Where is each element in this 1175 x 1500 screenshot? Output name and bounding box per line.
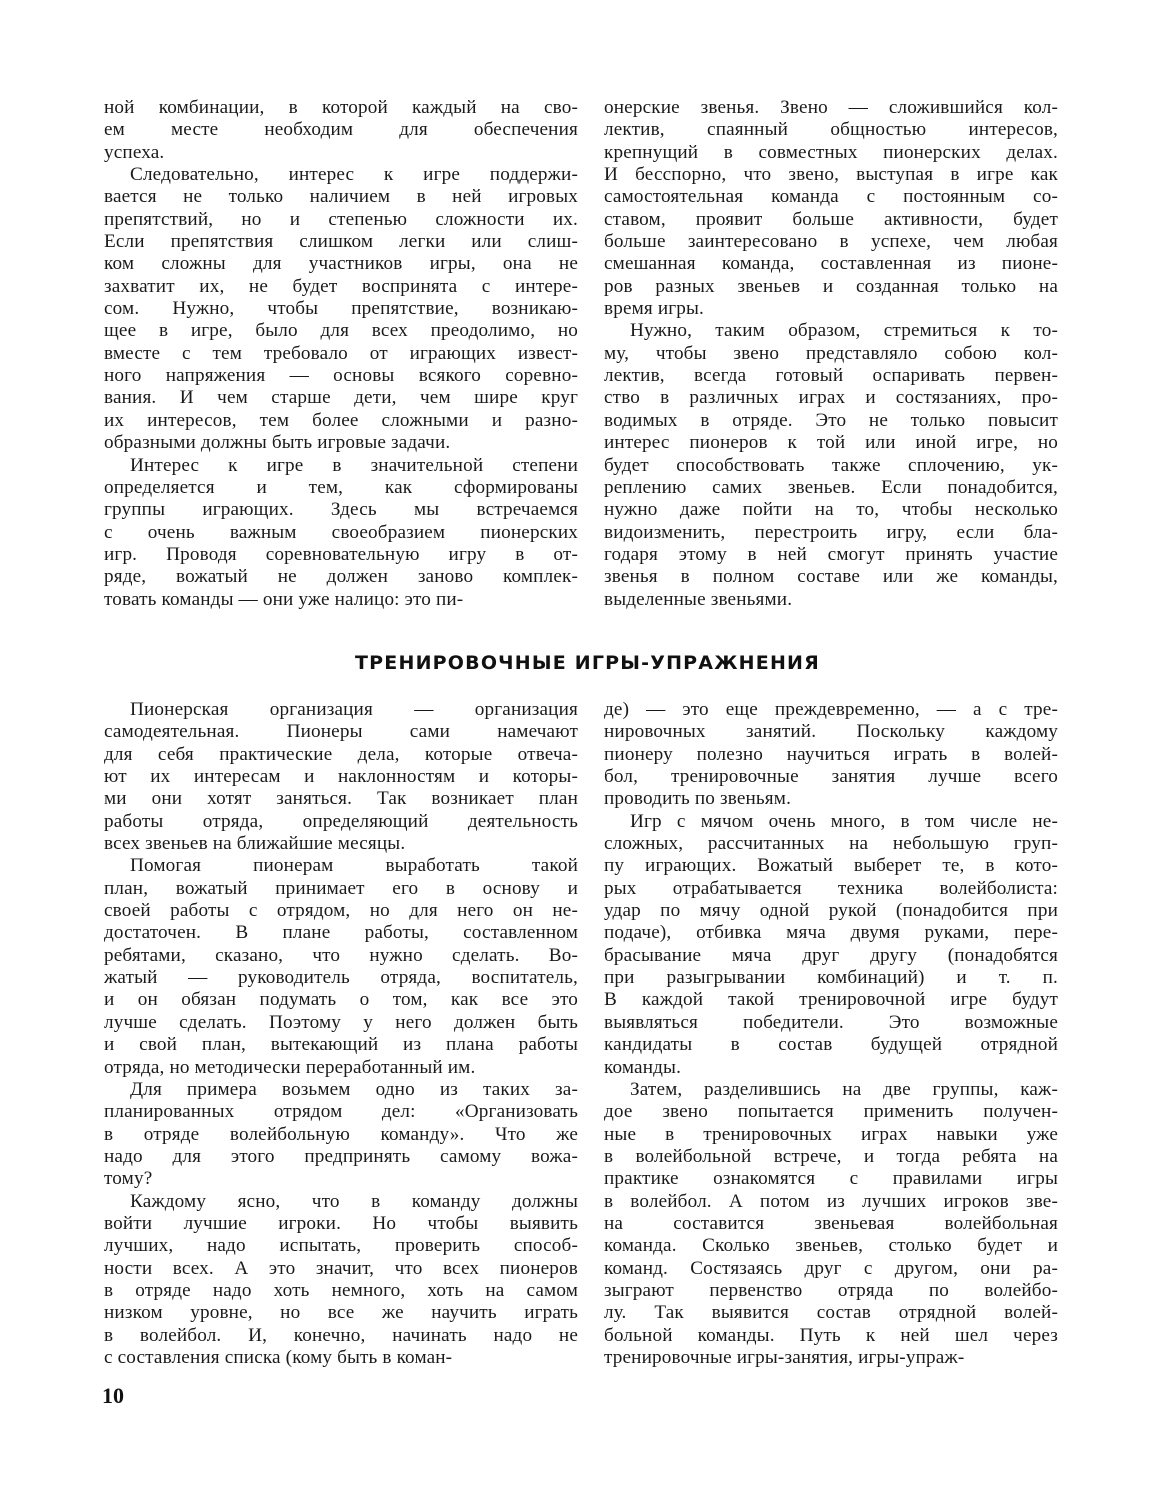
text-line: в волейбол. А потом из лучших игроков зве-: [604, 1190, 1058, 1212]
text-line: рых отрабатывается техника волейболиста:: [604, 877, 1058, 899]
bottom-right-text-column: [604, 699, 1058, 1369]
text-line: практике ознакомятся с правилами игры: [604, 1168, 1058, 1190]
page-number: 10: [102, 1383, 124, 1408]
text-line: ем месте необходим для обеспечения: [104, 119, 578, 141]
text-line: лектив, спаянный общностью интересов,: [604, 119, 1058, 141]
text-line: на составится звеньевая волейбольная: [604, 1212, 1058, 1234]
text-line: в отряде волейбольную команду». Что же: [104, 1123, 578, 1145]
text-line: низком уровне, но все же научить играть: [104, 1302, 578, 1324]
section-heading: ТРЕНИРОВОЧНЫЕ ИГРЫ-УПРАЖНЕНИЯ: [355, 652, 820, 674]
text-line: бол, тренировочные занятия лучше всего: [604, 766, 1058, 788]
text-line: захватит их, не будет воспринята с интере-: [104, 275, 578, 297]
text-line: нужно даже пойти на то, чтобы несколько: [604, 499, 1058, 521]
text-line: при разыгрывании комбинаций) и т. п.: [604, 967, 1058, 989]
text-line: своей работы с отрядом, но для него он не-: [104, 900, 578, 922]
paragraph: [104, 1079, 578, 1191]
paragraph: [604, 811, 1058, 1079]
text-line: вается не только наличием в ней игровых: [104, 186, 578, 208]
text-line: вания. И чем старше дети, чем шире круг: [104, 387, 578, 409]
text-line: удар по мячу одной рукой (понадобится при: [604, 900, 1058, 922]
text-line: брасывание мяча друг другу (понадобятся: [604, 944, 1058, 966]
paragraph: [104, 455, 578, 611]
text-line: в волейбол. И, конечно, начинать надо не: [104, 1324, 578, 1346]
text-line: ного напряжения — основы всякого соревно-: [104, 365, 578, 387]
paragraph: [604, 320, 1058, 610]
text-line: видоизменить, перестроить игру, если бла-: [604, 521, 1058, 543]
text-line: реплению самих звеньев. Если понадобится,: [604, 476, 1058, 498]
text-line: проводить по звеньям.: [604, 788, 792, 810]
text-line: с составления списка (кому быть в коман-: [104, 1346, 453, 1368]
text-line: ком сложны для участников игры, она не: [104, 253, 578, 275]
text-line: ной комбинации, в которой каждый на сво-: [104, 97, 578, 118]
text-line: больше заинтересовано в успехе, чем любая: [604, 231, 1058, 253]
top-right-text-column: [604, 97, 1058, 611]
paragraph: [104, 855, 578, 1078]
text-line: выделенные звеньями.: [604, 588, 793, 610]
text-line: интерес пионеров к той или иной игре, но: [604, 432, 1058, 454]
text-line: ности всех. А это значит, что всех пионеров: [104, 1257, 578, 1279]
paragraph: [604, 1079, 1058, 1369]
text-line: больной команды. Путь к ней шел через: [604, 1324, 1058, 1346]
text-line: зыграют первенство отряда по волейбо-: [604, 1279, 1058, 1301]
paragraph: [104, 1191, 578, 1370]
text-line: игр. Проводя соревновательную игру в от-: [104, 543, 578, 565]
text-line: в отряде надо хоть немного, хоть на самом: [104, 1279, 578, 1301]
text-line: лектив, всегда готовый оспаривать первен-: [604, 365, 1058, 387]
text-line: Если препятствия слишком легки или слиш-: [104, 231, 578, 253]
paragraph: [104, 97, 578, 164]
text-line: пионеру полезно научиться играть в волей-: [604, 743, 1058, 765]
text-line: вместе с тем требовало от играющих извест-: [104, 342, 578, 364]
text-line: и он обязан подумать о том, как все это: [104, 989, 578, 1011]
text-line: лу. Так выявится состав отрядной волей-: [604, 1302, 1058, 1324]
text-line: будет способствовать также сплочению, ук-: [604, 454, 1058, 476]
bottom-left-text-column: [104, 699, 578, 1369]
paragraph: [104, 164, 578, 454]
text-line: водимых в отряде. Это не только повысит: [604, 409, 1058, 431]
text-line: ми они хотят заняться. Так возникает план: [104, 788, 578, 810]
text-line: крепнущий в совместных пионерских делах.: [604, 141, 1058, 163]
text-line: ров разных звеньев и созданная только на: [604, 275, 1058, 297]
text-line: сом. Нужно, чтобы препятствие, возникаю-: [104, 298, 578, 320]
text-line: надо для этого предпринять самому вожа-: [104, 1145, 578, 1167]
text-line: Следовательно, интерес к игре поддержи-: [130, 164, 578, 186]
text-line: препятствий, но и степенью сложности их.: [104, 208, 578, 230]
text-line: Каждому ясно, что в команду должны: [130, 1190, 578, 1212]
text-line: ют их интересам и наклонностям и которы-: [104, 766, 578, 788]
text-line: пу играющих. Вожатый выберет те, в кото-: [604, 855, 1058, 877]
text-line: онерские звенья. Звено — сложившийся кол-: [604, 97, 1058, 118]
text-line: время игры.: [604, 298, 705, 320]
text-line: ставом, проявит больше активности, будет: [604, 208, 1058, 230]
text-line: успеха.: [104, 141, 165, 163]
text-line: работы отряда, определяющий деятельность: [104, 810, 578, 832]
text-line: тому?: [104, 1168, 153, 1190]
text-line: планированных отрядом дел: «Организовать: [104, 1101, 578, 1123]
text-line: самодеятельная. Пионеры сами намечают: [104, 721, 578, 743]
text-line: подаче), отбивка мяча двумя руками, пере-: [604, 922, 1058, 944]
text-line: достаточен. В плане работы, составленном: [104, 922, 578, 944]
text-line: команд. Состязаясь друг с другом, они ра-: [604, 1257, 1058, 1279]
text-line: определяется и тем, как сформированы: [104, 476, 578, 498]
text-line: Интерес к игре в значительной степени: [130, 454, 578, 476]
text-line: годаря этому в ней смогут принять участие: [604, 543, 1058, 565]
text-line: и свой план, вытекающий из плана работы: [104, 1034, 578, 1056]
text-line: для себя практические дела, которые отвеча-: [104, 743, 578, 765]
text-line: выявляться победители. Это возможные: [604, 1011, 1058, 1033]
text-line: группы играющих. Здесь мы встречаемся: [104, 499, 578, 521]
text-line: Пионерская организация — организация: [130, 699, 578, 720]
text-line: тренировочные игры-занятия, игры-упраж-: [604, 1346, 965, 1368]
text-line: с очень важным своеобразием пионерских: [104, 521, 578, 543]
text-line: их интересов, тем более сложными и разно-: [104, 409, 578, 431]
text-line: план, вожатый принимает его в основу и: [104, 877, 578, 899]
text-line: команды.: [604, 1056, 682, 1078]
paragraph: [104, 699, 578, 855]
text-line: ряде, вожатый не должен заново комплек-: [104, 566, 578, 588]
text-line: всех звеньев на ближайшие месяцы.: [104, 833, 406, 855]
text-line: му, чтобы звено представляло собою кол-: [604, 342, 1058, 364]
text-line: отряда, но методически переработанный им.: [104, 1056, 476, 1078]
text-line: кандидаты в состав будущей отрядной: [604, 1034, 1058, 1056]
text-line: жатый — руководитель отряда, воспитатель,: [104, 967, 578, 989]
text-line: нировочных занятий. Поскольку каждому: [604, 721, 1058, 743]
text-line: Игр с мячом очень много, в том числе не-: [630, 810, 1058, 832]
text-line: В каждой такой тренировочной игре будут: [604, 989, 1058, 1011]
text-line: лучших, надо испытать, проверить способ-: [104, 1235, 578, 1257]
text-line: войти лучшие игроки. Но чтобы выявить: [104, 1212, 578, 1234]
text-line: И бесспорно, что звено, выступая в игре как: [604, 164, 1058, 186]
text-line: образными должны быть игровые задачи.: [104, 432, 451, 454]
text-line: ство в различных играх и состязаниях, про-: [604, 387, 1058, 409]
paragraph: [604, 97, 1058, 320]
text-line: щее в игре, было для всех преодолимо, но: [104, 320, 578, 342]
top-left-text-column: [104, 97, 578, 611]
paragraph: [604, 699, 1058, 811]
text-line: самостоятельная команда с постоянным со-: [604, 186, 1058, 208]
text-line: смешанная команда, составленная из пионе-: [604, 253, 1058, 275]
text-line: Нужно, таким образом, стремиться к то-: [630, 320, 1058, 342]
text-line: звенья в полном составе или же команды,: [604, 566, 1058, 588]
text-line: ребятами, сказано, что нужно сделать. Во-: [104, 944, 578, 966]
text-line: сложных, рассчитанных на небольшую груп-: [604, 833, 1058, 855]
text-line: де) — это еще преждевременно, — а с тре-: [604, 699, 1058, 720]
text-line: лучше сделать. Поэтому у него должен быть: [104, 1011, 578, 1033]
text-line: в волейбольной встрече, и тогда ребята на: [604, 1145, 1058, 1167]
text-line: дое звено попытается применить получен-: [604, 1101, 1058, 1123]
text-line: Помогая пионерам выработать такой: [130, 855, 578, 877]
text-line: Для примера возьмем одно из таких за-: [130, 1078, 578, 1100]
text-line: ные в тренировочных играх навыки уже: [604, 1123, 1058, 1145]
text-line: команда. Сколько звеньев, столько будет и: [604, 1235, 1058, 1257]
text-line: товать команды — они уже налицо: это пи-: [104, 588, 464, 610]
text-line: Затем, разделившись на две группы, каж-: [630, 1078, 1058, 1100]
